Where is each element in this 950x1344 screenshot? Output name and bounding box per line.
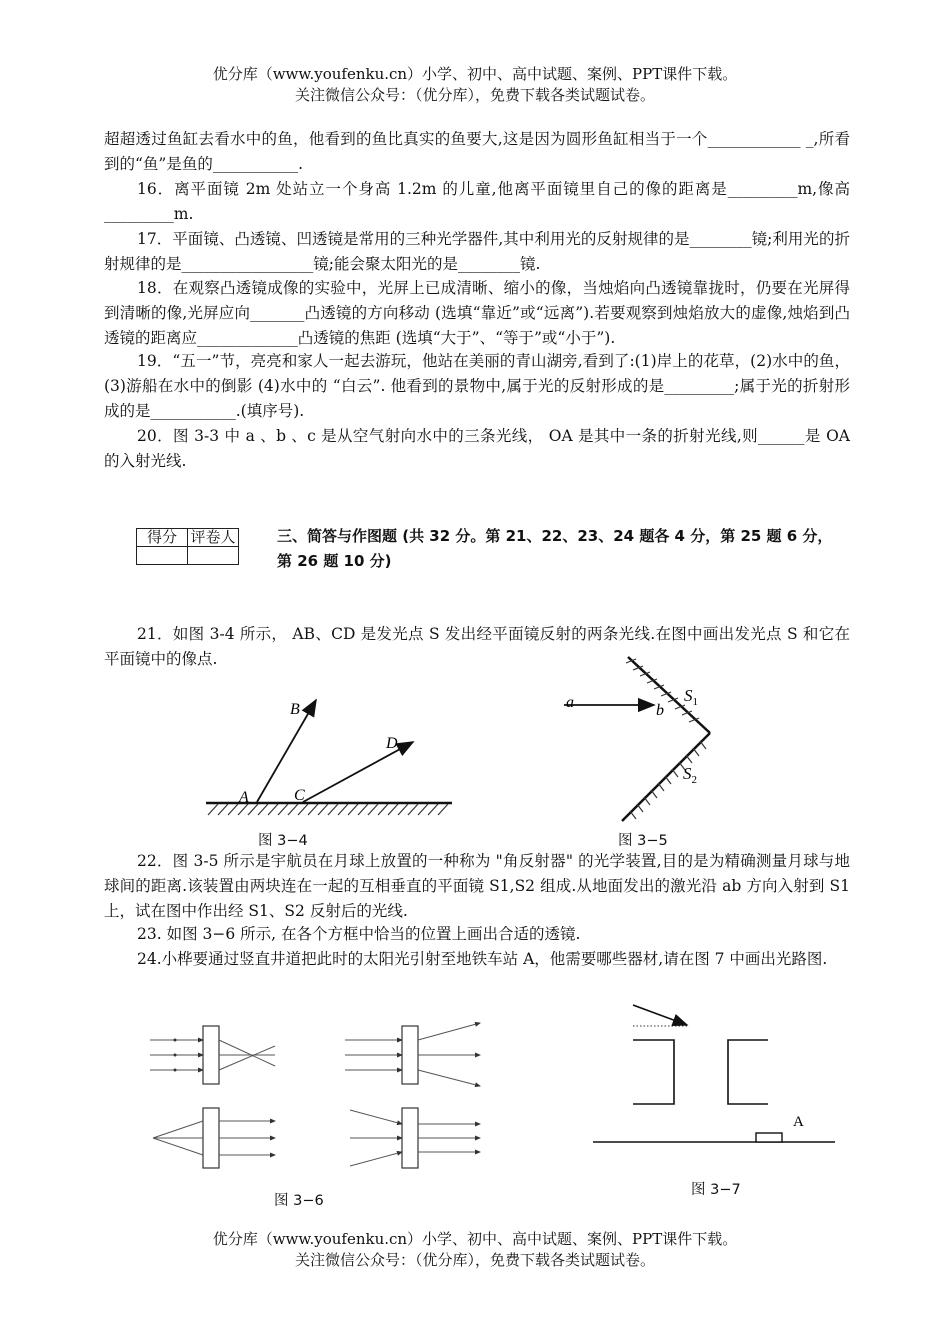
lens-box-3[interactable] <box>153 1108 275 1168</box>
figure-3-5-caption: 图 3−5 <box>618 833 668 849</box>
label-C: C <box>294 787 305 804</box>
question-21: 21．如图 3-4 所示， AB、CD 是发光点 S 发出经平面镜反射的两条光线.在图中画出发光点 S 和它在平面镜中的像点. <box>104 625 850 668</box>
header-line-2: 关注微信公众号：（优分库），免费下载各类试题试卷。 <box>294 86 655 104</box>
grader-header: 评卷人 <box>188 529 239 547</box>
question-18: 18．在观察凸透镜成像的实验中，光屏上已成清晰、缩小的像，当烛焰向凸透镜靠拢时，仍要在光屏得到清晰的像,光屏应向_______凸透镜的方向移动 (选填“靠近”或“远离”).若要观察到烛焰放大的虚像,烛焰到凸透镜的距离应_____________凸透镜的焦距 (选填“大于”、“等于”或“小于”). <box>104 279 850 347</box>
figure-3-7 <box>590 1000 840 1150</box>
header-line-1: 优分库（www.youfenku.cn）小学、初中、高中试题、案例、PPT课件下载。 <box>212 65 738 83</box>
figure-3-4 <box>200 690 460 830</box>
question-23: 23. 如图 3−6 所示, 在各个方框中恰当的位置上画出合适的透镜. <box>137 925 581 943</box>
page-header <box>0 64 950 106</box>
label-S2-letter: S <box>683 764 692 783</box>
score-cell[interactable] <box>137 547 188 565</box>
score-header: 得分 <box>137 529 188 547</box>
question-22: 22．图 3-5 所示是宇航员在月球上放置的一种称为 "角反射器" 的光学装置,目的是为精确测量月球与地球间的距离.该装置由两块连在一起的互相垂直的平面镜 S1,S2 组成.从地面发出的激光沿 ab 方向入射到 S1 上，试在图中作出经 S1、S2 反射后的光线. <box>104 852 850 920</box>
figure-3-6-caption: 图 3−6 <box>274 1193 324 1209</box>
label-S2-subscript: 2 <box>691 774 697 786</box>
question-19: 19．“五一”节，亮亮和家人一起去游玩，他站在美丽的青山湖旁,看到了:(1)岸上的花草，(2)水中的鱼，(3)游船在水中的倒影 (4)水中的 “白云”. 他看到的景物中,属于光的反射形成的是_________;属于光的折射形成的是___________.(填序号). <box>104 352 850 420</box>
label-station-A: A <box>793 1114 804 1130</box>
question-20: 20．图 3-3 中 a 、b 、c 是从空气射向水中的三条光线， OA 是其中一条的折射光线,则______是 OA 的入射光线. <box>104 427 850 470</box>
label-b: b <box>656 702 664 719</box>
shaft-left-wall <box>633 1040 674 1104</box>
label-B: B <box>290 701 300 718</box>
figure-3-4-caption: 图 3−4 <box>258 833 308 849</box>
grader-cell[interactable] <box>188 547 239 565</box>
page-footer <box>0 1229 950 1271</box>
label-S1 <box>684 686 698 708</box>
lens-box-2[interactable] <box>345 1023 480 1086</box>
question-17: 17．平面镜、凸透镜、凹透镜是常用的三种光学器件,其中利用光的反射规律的是________镜;利用光的折射规律的是_________________镜;能会聚太阳光的是________镜. <box>104 230 850 273</box>
label-A: A <box>239 789 249 806</box>
label-D: D <box>386 735 398 752</box>
figure-3-5 <box>560 655 730 825</box>
station-A-box <box>756 1133 782 1142</box>
shaft-right-wall <box>728 1040 768 1104</box>
question-24: 24.小桦要通过竖直井道把此时的太阳光引射至地铁车站 A，他需要哪些器材,请在图 7 中画出光路图. <box>137 950 828 968</box>
footer-line-1: 优分库（www.youfenku.cn）小学、初中、高中试题、案例、PPT课件下载。 <box>212 1230 738 1248</box>
label-a: a <box>566 694 574 711</box>
score-table <box>136 528 239 565</box>
ray-AB <box>257 700 316 802</box>
figure-3-6 <box>145 1018 490 1173</box>
sunlight-ray <box>633 1005 687 1025</box>
label-S2 <box>683 764 697 786</box>
mirror-s1 <box>626 657 710 733</box>
section-3-title: 三、简答与作图题 (共 32 分。第 21、22、23、24 题各 4 分，第 25 题 6 分，第 26 题 10 分) <box>277 527 833 570</box>
lens-box-4[interactable] <box>350 1108 480 1168</box>
question-15-continued: 超超透过鱼缸去看水中的鱼，他看到的鱼比真实的鱼要大,这是因为圆形鱼缸相当于一个____________ _,所看到的“鱼”是鱼的___________. <box>104 130 850 173</box>
footer-line-2: 关注微信公众号：（优分库），免费下载各类试题试卷。 <box>294 1251 655 1269</box>
label-S1-letter: S <box>684 686 693 705</box>
lens-box-1[interactable] <box>150 1026 275 1084</box>
figure-3-7-caption: 图 3−7 <box>691 1182 741 1198</box>
label-S1-subscript: 1 <box>692 696 698 708</box>
question-16: 16．离平面镜 2m 处站立一个身高 1.2m 的儿童,他离平面镜里自己的像的距离是_________m,像高_________m. <box>104 180 850 223</box>
